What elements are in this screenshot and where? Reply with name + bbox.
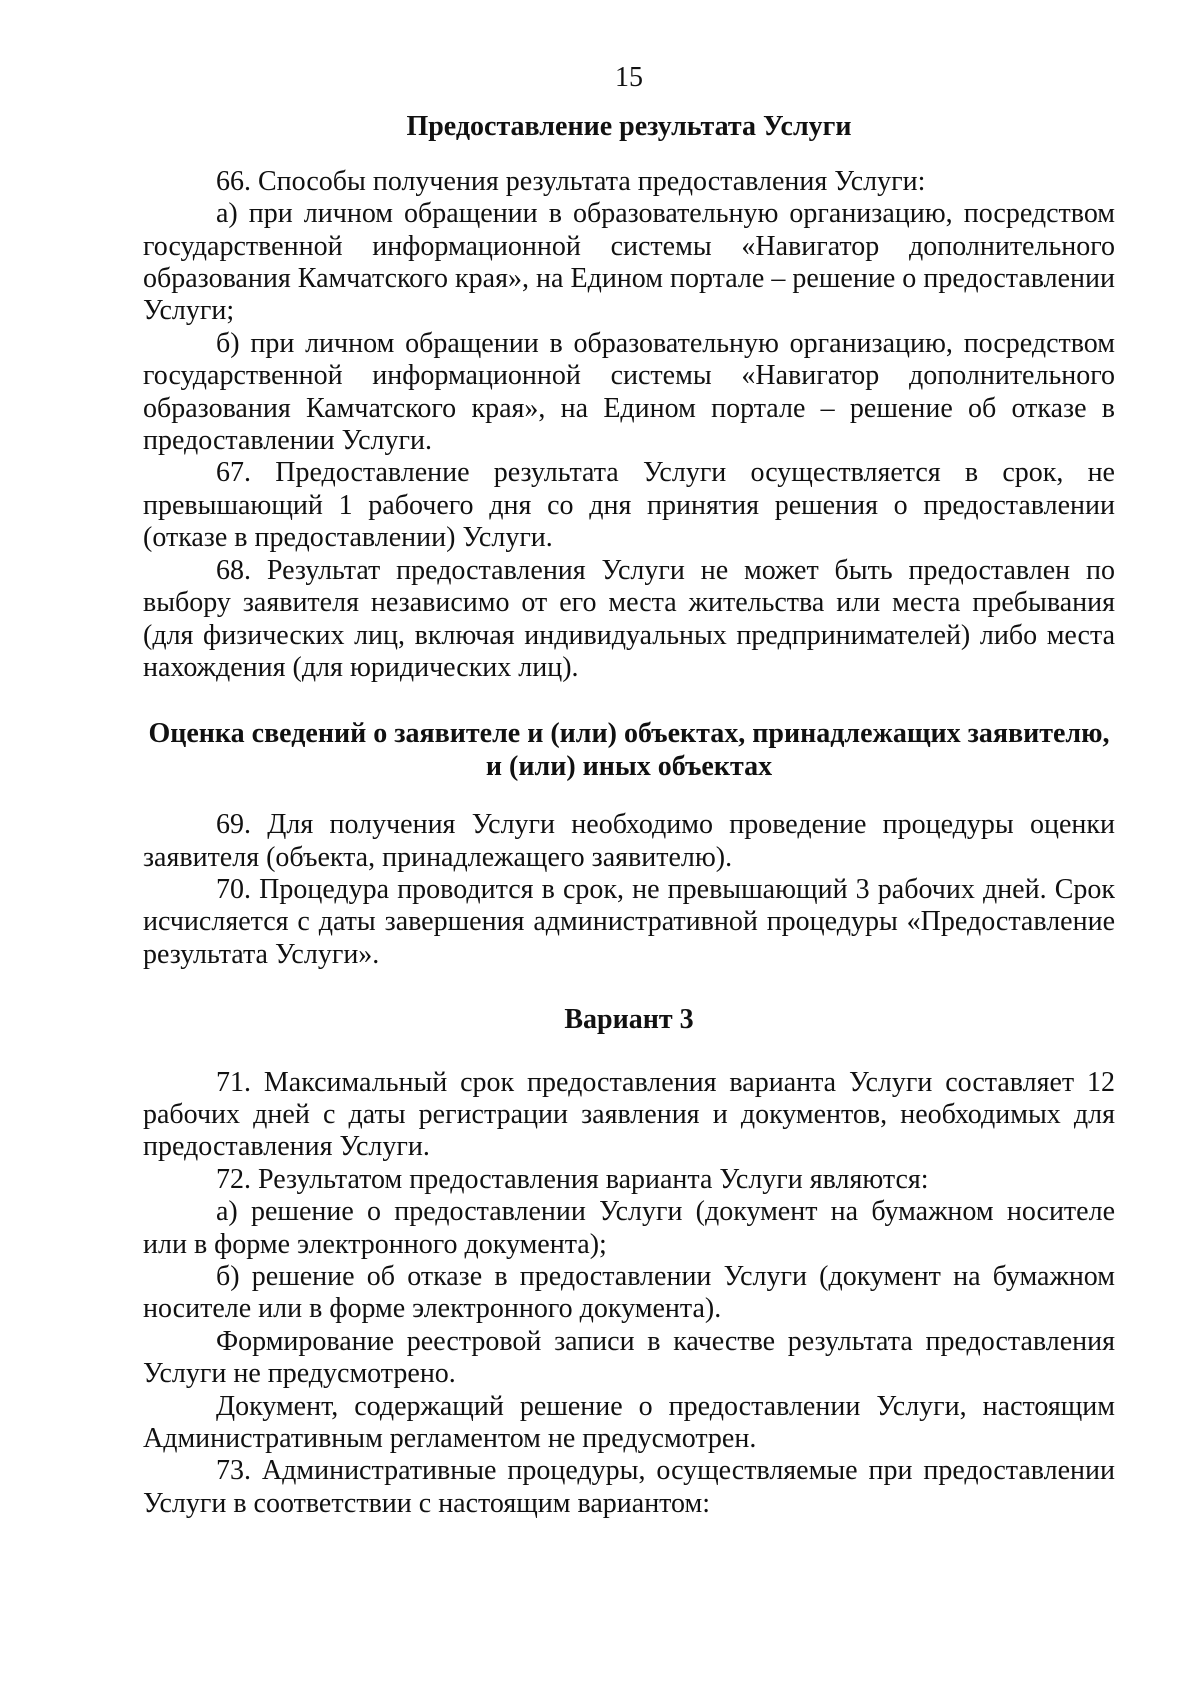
heading-line-1: Оценка сведений о заявителе и (или) объектах, принадлежащих заявителю,: [148, 718, 1110, 750]
paragraph-73: 73. Административные процедуры, осуществляемые при предоставлении Услуги в соответствии с настоящим вариантом:: [143, 1455, 1115, 1519]
heading-line-2: и (или) иных объектах: [485, 750, 773, 782]
paragraph-72b: б) решение об отказе в предоставлении Услуги (документ на бумажном носителе или в форме электронного документа).: [143, 1261, 1115, 1325]
paragraph-66a: а) при личном обращении в образовательную организацию, посредством государственной информационной системы «Навигатор дополнительного образования Камчатского края», на Едином портале – решение о предоставлении Услуги;: [143, 198, 1115, 327]
paragraph-68: 68. Результат предоставления Услуги не может быть предоставлен по выбору заявителя независимо от его места жительства или места пребывания (для физических лиц, включая индивидуальных предпринимателей) либо места нахождения (для юридических лиц).: [143, 554, 1115, 683]
paragraph-70: 70. Процедура проводится в срок, не превышающий 3 рабочих дней. Срок исчисляется с даты завершения административной процедуры «Предоставление результата Услуги».: [143, 873, 1115, 970]
section-heading-result-provision: Предоставление результата Услуги: [406, 111, 852, 143]
page-number: 15: [615, 62, 643, 93]
section-heading-variant-3: Вариант 3: [564, 1004, 694, 1036]
paragraph-registry-record: Формирование реестровой записи в качестве результата предоставления Услуги не предусмотрено.: [143, 1325, 1115, 1390]
paragraph-71: 71. Максимальный срок предоставления варианта Услуги составляет 12 рабочих дней с даты регистрации заявления и документов, необходимых для предоставления Услуги.: [143, 1066, 1115, 1163]
paragraph-72: 72. Результатом предоставления варианта Услуги являются:: [216, 1163, 929, 1195]
paragraph-decision-document: Документ, содержащий решение о предоставлении Услуги, настоящим Административным регламентом не предусмотрен.: [143, 1390, 1115, 1455]
document-page: [143, 62, 1115, 1520]
paragraph-66: 66. Способы получения результата предоставления Услуги:: [216, 165, 926, 197]
paragraph-67: 67. Предоставление результата Услуги осуществляется в срок, не превышающий 1 рабочего дня со дня принятия решения о предоставлении (отказе в предоставлении) Услуги.: [143, 457, 1115, 554]
section-heading-applicant-assessment: [143, 718, 1115, 783]
paragraph-69: 69. Для получения Услуги необходимо проведение процедуры оценки заявителя (объекта, принадлежащего заявителю).: [143, 809, 1115, 873]
paragraph-72a: а) решение о предоставлении Услуги (документ на бумажном носителе или в форме электронного документа);: [143, 1196, 1115, 1260]
paragraph-66b: б) при личном обращении в образовательную организацию, посредством государственной информационной системы «Навигатор дополнительного образования Камчатского края», на Едином портале – решение об отказе в предоставлении Услуги.: [143, 327, 1115, 457]
